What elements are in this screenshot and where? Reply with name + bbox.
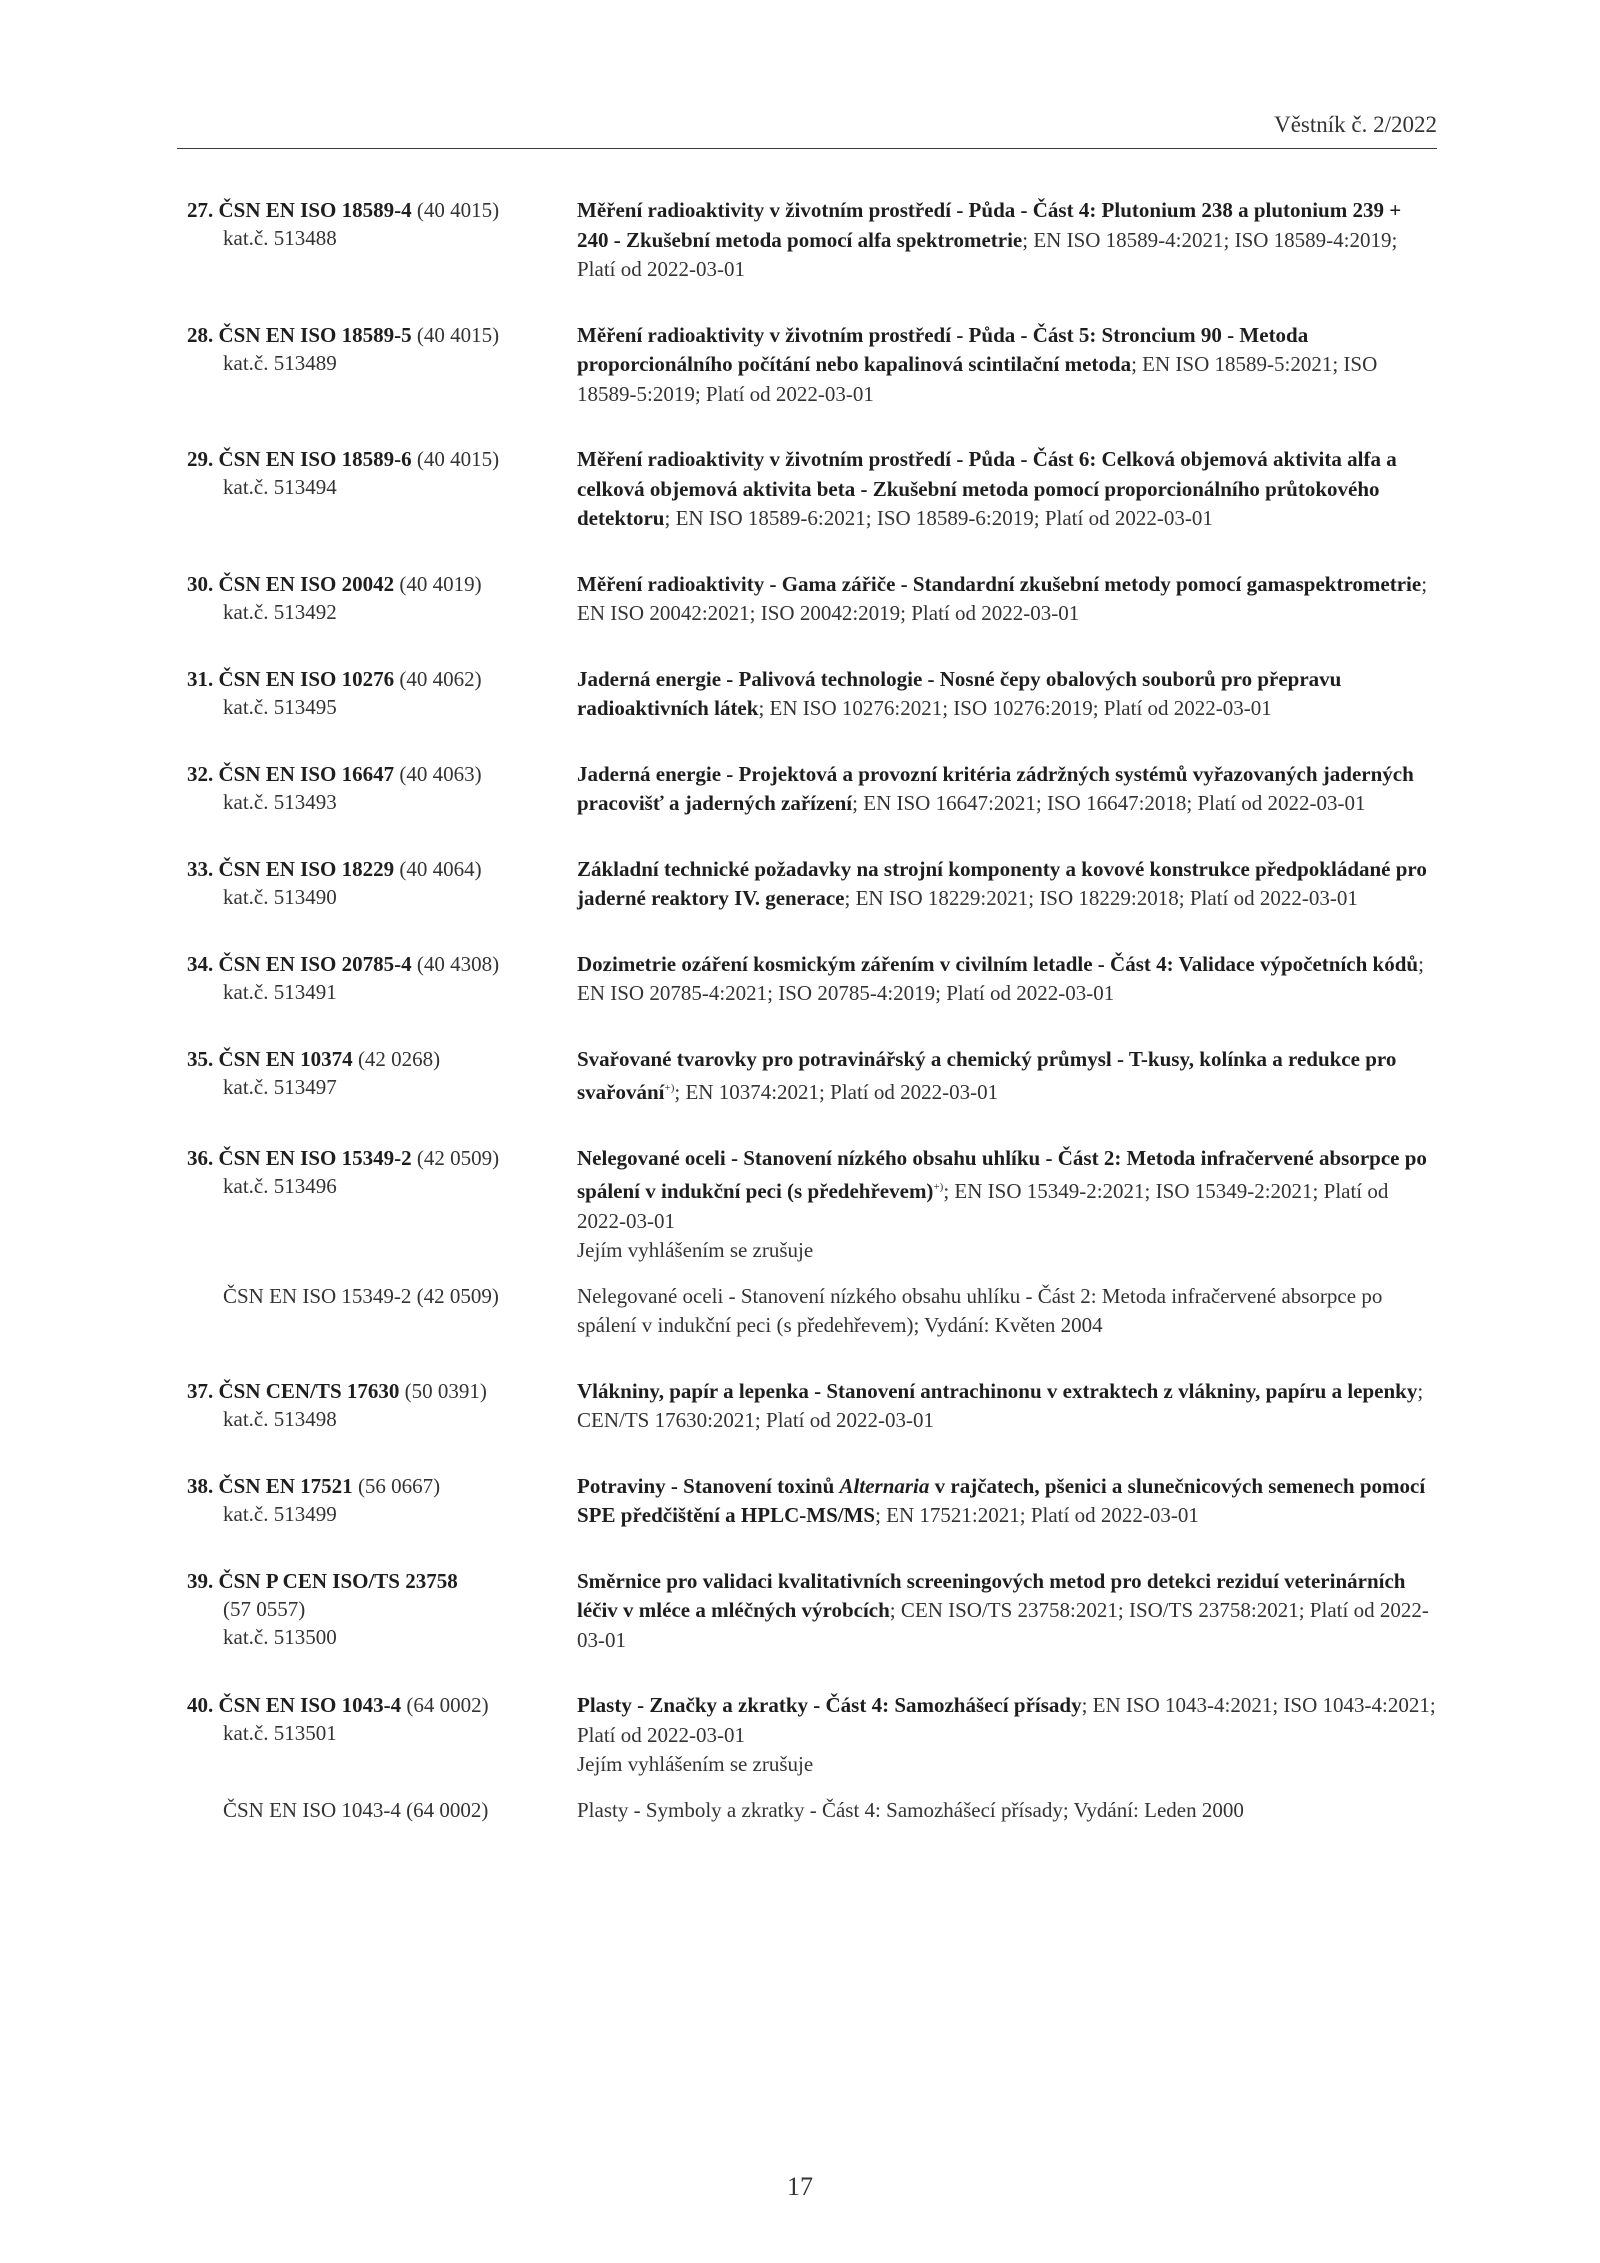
standard-details: ; EN 10374:2021; Platí od 2022-03-01 (674, 1080, 999, 1104)
standard-description (577, 1691, 1437, 1780)
standard-title: Měření radioaktivity v životním prostředí - Půda - Část 5: Stroncium 90 - Metoda proporcionálního počítání nebo kapalinová scintilační metoda (577, 322, 1309, 376)
standard-title: Nelegované oceli - Stanovení nízkého obsahu uhlíku - Část 2: Metoda infračervené absorpce po spálení v indukční peci (s předehřevem) (577, 1145, 1427, 1203)
standard-designation: 38. ČSN EN 17521 (56 0667) kat.č. 513499 (187, 1472, 577, 1528)
list-item (187, 855, 1437, 914)
page-number: 17 (787, 2172, 813, 2201)
catalog-number: kat.č. 513493 (223, 789, 337, 814)
standard-code: ČSN EN ISO 1043-4 (218, 1693, 402, 1717)
standard-description (577, 760, 1437, 819)
standard-code: ČSN EN ISO 20785-4 (218, 951, 412, 976)
list-item (187, 1472, 1437, 1531)
footnote-marker: +) (933, 1181, 944, 1193)
standard-title: Základní technické požadavky na strojní komponenty a kovové konstrukce předpokládané pro jaderné reaktory IV. generace (577, 856, 1427, 910)
list-item (187, 950, 1437, 1009)
standard-description (577, 1472, 1437, 1531)
standards-list (187, 196, 1437, 1861)
list-item (187, 1691, 1437, 1825)
replaced-description: Nelegované oceli - Stanovení nízkého obsahu uhlíku - Část 2: Metoda infračervené absorpce po spálení v indukční peci (s předehřevem); Vydání: Květen 2004 (577, 1283, 1383, 1337)
standard-designation: 37. ČSN CEN/TS 17630 (50 0391) kat.č. 513498 (187, 1377, 577, 1433)
standard-description (577, 570, 1437, 629)
list-item (187, 445, 1437, 534)
standard-details: ; EN ISO 16647:2021; ISO 16647:2018; Platí od 2022-03-01 (852, 791, 1366, 815)
standard-description (577, 196, 1437, 285)
catalog-number: kat.č. 513501 (223, 1721, 337, 1745)
standard-code: ČSN EN ISO 18589-6 (218, 447, 412, 471)
standard-title: Potraviny - Stanovení toxinů Alternaria v rajčatech, pšenici a slunečnicových semenech pomocí SPE předčištění a HPLC-MS/MS (577, 1473, 1426, 1527)
standard-title: Jaderná energie - Palivová technologie - Nosné čepy obalových souborů pro přepravu radioaktivních látek (577, 666, 1342, 720)
standard-code: ČSN EN ISO 16647 (218, 761, 395, 786)
standard-designation: 28. ČSN EN ISO 18589-5 (40 4015) kat.č. 513489 (187, 321, 577, 377)
standard-details: ; EN ISO 20785-4:2021; ISO 20785-4:2019; Platí od 2022-03-01 (577, 951, 1424, 1005)
classification: (56 0667) (357, 1473, 441, 1498)
classification: (40 4064) (399, 856, 482, 881)
list-item (187, 570, 1437, 629)
standard-details: ; EN ISO 1043-4:2021; ISO 1043-4:2021; Platí od 2022-03-01 (577, 1693, 1436, 1747)
standard-title: Plasty - Značky a zkratky - Část 4: Samozhášecí přísady (577, 1693, 1082, 1717)
standard-designation: 29. ČSN EN ISO 18589-6 (40 4015) kat.č. 513494 (187, 445, 577, 501)
catalog-number: kat.č. 513500 (223, 1624, 337, 1649)
list-item (187, 665, 1437, 724)
standard-details: ; EN ISO 18229:2021; ISO 18229:2018; Platí od 2022-03-01 (844, 886, 1358, 910)
species-name: Alternaria (839, 1473, 930, 1498)
replaced-standard (187, 1282, 1437, 1341)
standard-title: Svařované tvarovky pro potravinářský a chemický průmysl - T-kusy, kolínka a redukce pro svařování (577, 1046, 1397, 1104)
standard-designation: 34. ČSN EN ISO 20785-4 (40 4308) kat.č. 513491 (187, 950, 577, 1006)
classification: (42 0509) (416, 1145, 500, 1170)
standard-code: ČSN EN ISO 20042 (218, 571, 395, 596)
classification: (50 0391) (404, 1378, 487, 1403)
standard-description (577, 665, 1437, 724)
list-item (187, 1045, 1437, 1108)
list-item (187, 1567, 1437, 1656)
standard-title: Měření radioaktivity v životním prostředí - Půda - Část 6: Celková objemová aktivita alfa a celková objemová aktivita beta - Zkušební metoda pomocí proporcionálního průtokového detektoru (577, 447, 1397, 530)
classification: (40 4015) (416, 322, 500, 347)
standard-description (577, 1144, 1437, 1266)
standard-details: ; EN ISO 18589-4:2021; ISO 18589-4:2019; Platí od 2022-03-01 (577, 227, 1398, 281)
standard-description (577, 321, 1437, 410)
catalog-number: kat.č. 513497 (223, 1074, 337, 1099)
standard-code: ČSN EN ISO 18589-4 (218, 198, 412, 222)
standard-title: Měření radioaktivity v životním prostředí - Půda - Část 4: Plutonium 238 a plutonium 239 + 240 - Zkušební metoda pomocí alfa spektrometrie (577, 198, 1402, 252)
replaced-code: ČSN EN ISO 15349-2 (42 0509) (223, 1283, 499, 1308)
standard-code: ČSN EN ISO 18229 (218, 856, 395, 881)
catalog-number: kat.č. 513488 (223, 226, 337, 250)
standard-designation: 35. ČSN EN 10374 (42 0268) kat.č. 513497 (187, 1045, 577, 1101)
standard-description (577, 1045, 1437, 1108)
standard-description (577, 855, 1437, 914)
catalog-number: kat.č. 513498 (223, 1406, 337, 1431)
standard-details: ; EN ISO 15349-2:2021; ISO 15349-2:2021; Platí od 2022-03-01 (577, 1179, 1389, 1233)
withdrawal-note: Jejím vyhlášením se zrušuje (577, 1752, 814, 1776)
catalog-number: kat.č. 513495 (223, 694, 337, 719)
page-header (177, 112, 1437, 149)
replaced-code: ČSN EN ISO 1043-4 (64 0002) (223, 1797, 489, 1822)
standard-details: ; CEN/TS 17630:2021; Platí od 2022-03-01 (577, 1378, 1424, 1432)
standard-code: ČSN EN ISO 15349-2 (218, 1145, 412, 1170)
classification: (42 0268) (357, 1046, 441, 1071)
standard-code: ČSN EN 10374 (218, 1046, 353, 1071)
standard-designation: 31. ČSN EN ISO 10276 (40 4062) kat.č. 513495 (187, 665, 577, 721)
list-item (187, 1377, 1437, 1436)
classification: (57 0557) (223, 1596, 306, 1621)
standard-code: ČSN EN 17521 (218, 1473, 353, 1498)
standard-description (577, 1567, 1437, 1656)
footnote-marker: +) (664, 1082, 675, 1094)
catalog-number: kat.č. 513499 (223, 1501, 337, 1526)
standard-title: Vlákniny, papír a lepenka - Stanovení antrachinonu v extraktech z vlákniny, papíru a lepenky (577, 1378, 1418, 1403)
replaced-standard (187, 1796, 1437, 1826)
list-item (187, 321, 1437, 410)
standard-code: ČSN EN ISO 18589-5 (218, 322, 412, 347)
standard-designation: 39. ČSN P CEN ISO/TS 23758 (57 0557) kat.č. 513500 (187, 1567, 577, 1651)
standard-title: Dozimetrie ozáření kosmickým zářením v civilním letadle - Část 4: Validace výpočetních kódů (577, 951, 1419, 976)
classification: (40 4062) (399, 666, 482, 691)
standard-designation: 33. ČSN EN ISO 18229 (40 4064) kat.č. 513490 (187, 855, 577, 911)
standard-description (577, 950, 1437, 1009)
standard-description (577, 445, 1437, 534)
standard-code: ČSN CEN/TS 17630 (218, 1378, 400, 1403)
classification: (40 4015) (416, 447, 500, 471)
standard-title: Jaderná energie - Projektová a provozní kritéria zádržných systémů vyřazovaných jaderných pracovišť a jaderných zařízení (577, 761, 1414, 815)
classification: (40 4019) (399, 571, 482, 596)
list-item (187, 760, 1437, 819)
standard-details: ; CEN ISO/TS 23758:2021; ISO/TS 23758:2021; Platí od 2022-03-01 (577, 1598, 1429, 1652)
standard-designation: 40. ČSN EN ISO 1043-4 (64 0002) kat.č. 513501 (187, 1691, 577, 1747)
standard-designation: 30. ČSN EN ISO 20042 (40 4019) kat.č. 513492 (187, 570, 577, 626)
standard-code: ČSN EN ISO 10276 (218, 666, 395, 691)
catalog-number: kat.č. 513496 (223, 1173, 337, 1198)
standard-designation: 27. ČSN EN ISO 18589-4 (40 4015) kat.č. 513488 (187, 196, 577, 252)
withdrawal-note: Jejím vyhlášením se zrušuje (577, 1238, 814, 1262)
list-item (187, 1144, 1437, 1341)
catalog-number: kat.č. 513491 (223, 979, 337, 1004)
replaced-description: Plasty - Symboly a zkratky - Část 4: Samozhášecí přísady; Vydání: Leden 2000 (577, 1797, 1244, 1822)
bulletin-title: Věstník č. 2/2022 (1274, 112, 1437, 137)
catalog-number: kat.č. 513494 (223, 475, 337, 499)
standard-details: ; EN ISO 18589-5:2021; ISO 18589-5:2019; Platí od 2022-03-01 (577, 352, 1378, 406)
standard-details: ; EN ISO 10276:2021; ISO 10276:2019; Platí od 2022-03-01 (758, 696, 1272, 720)
classification: (40 4063) (399, 761, 482, 786)
standard-code: ČSN P CEN ISO/TS 23758 (218, 1568, 458, 1593)
standard-designation: 36. ČSN EN ISO 15349-2 (42 0509) kat.č. 513496 (187, 1144, 577, 1200)
catalog-number: kat.č. 513489 (223, 350, 337, 375)
standard-designation: 32. ČSN EN ISO 16647 (40 4063) kat.č. 513493 (187, 760, 577, 816)
standard-details: ; EN ISO 18589-6:2021; ISO 18589-6:2019; Platí od 2022-03-01 (664, 506, 1213, 530)
classification: (40 4015) (416, 198, 500, 222)
standard-details: ; EN 17521:2021; Platí od 2022-03-01 (875, 1503, 1199, 1527)
standard-details: ; EN ISO 20042:2021; ISO 20042:2019; Platí od 2022-03-01 (577, 571, 1428, 625)
catalog-number: kat.č. 513492 (223, 599, 337, 624)
classification: (40 4308) (416, 951, 500, 976)
list-item (187, 196, 1437, 285)
standard-title: Měření radioaktivity - Gama zářiče - Standardní zkušební metody pomocí gamaspektrometrie (577, 571, 1422, 596)
classification: (64 0002) (406, 1693, 489, 1717)
standard-title: Směrnice pro validaci kvalitativních screeningových metod pro detekci reziduí veterinárních léčiv v mléce a mléčných výrobcích (577, 1568, 1406, 1622)
catalog-number: kat.č. 513490 (223, 884, 337, 909)
standard-description (577, 1377, 1437, 1436)
